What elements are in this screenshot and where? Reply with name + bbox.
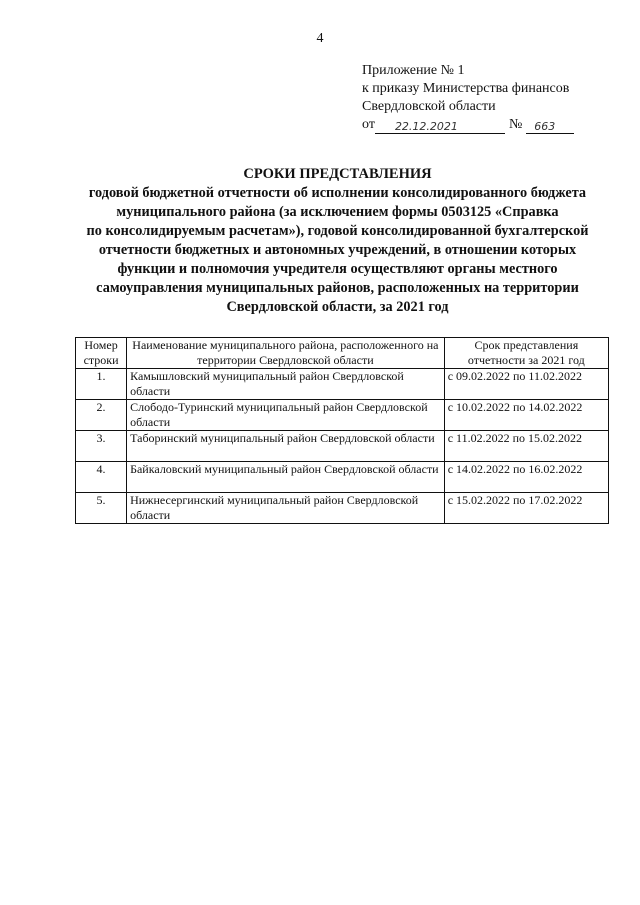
appendix-order-ref: к приказу Министерства финансов	[362, 81, 570, 96]
table-row	[76, 431, 609, 462]
row-num: 1.	[76, 369, 127, 400]
handwritten-date: 22.12.2021	[375, 120, 505, 134]
page-number: 4	[316, 31, 324, 46]
row-num: 5.	[76, 493, 127, 524]
title-line-5: функции и полномочия учредителя осуществляют органы местного	[117, 261, 558, 277]
header-term: Срок представления отчетности за 2021 год	[444, 338, 608, 369]
appendix-region: Свердловской области	[362, 99, 496, 114]
table-row	[76, 462, 609, 493]
document-title	[60, 165, 615, 317]
row-name: Слободо-Туринский муниципальный район Свердловской области	[127, 400, 445, 431]
row-term: с 15.02.2022 по 17.02.2022	[444, 493, 608, 524]
row-name: Камышловский муниципальный район Свердловской области	[127, 369, 445, 400]
appendix-title: Приложение № 1	[362, 63, 465, 78]
table-header-row	[76, 338, 609, 369]
row-term: с 09.02.2022 по 11.02.2022	[444, 369, 608, 400]
table-row	[76, 369, 609, 400]
handwritten-number: 663	[526, 120, 574, 134]
row-name: Таборинский муниципальный район Свердловской области	[127, 431, 445, 462]
title-line-3: по консолидируемым расчетам»), годовой консолидированной бухгалтерской	[86, 223, 589, 239]
row-name: Байкаловский муниципальный район Свердловской области	[127, 462, 445, 493]
row-name: Нижнесергинский муниципальный район Свердловской области	[127, 493, 445, 524]
header-name: Наименование муниципального района, расположенного на территории Свердловской области	[127, 338, 445, 369]
title-line-7: Свердловской области, за 2021 год	[226, 299, 449, 315]
row-term: с 11.02.2022 по 15.02.2022	[444, 431, 608, 462]
appendix-date-number-line	[362, 116, 574, 134]
appendix-block	[362, 62, 574, 134]
row-num: 2.	[76, 400, 127, 431]
title-main: СРОКИ ПРЕДСТАВЛЕНИЯ	[243, 166, 432, 182]
header-num: Номер строки	[76, 338, 127, 369]
row-num: 3.	[76, 431, 127, 462]
number-label: №	[508, 117, 523, 132]
from-label: от	[362, 117, 375, 132]
row-term: с 14.02.2022 по 16.02.2022	[444, 462, 608, 493]
deadlines-table	[75, 337, 609, 524]
row-term: с 10.02.2022 по 14.02.2022	[444, 400, 608, 431]
title-line-6: самоуправления муниципальных районов, расположенных на территории	[96, 280, 579, 296]
title-line-2: муниципального района (за исключением формы 0503125 «Справка	[116, 204, 559, 220]
title-line-4: отчетности бюджетных и автономных учреждений, в отношении которых	[98, 242, 577, 258]
row-num: 4.	[76, 462, 127, 493]
table-row	[76, 493, 609, 524]
title-line-1: годовой бюджетной отчетности об исполнении консолидированного бюджета	[88, 185, 587, 201]
table-row	[76, 400, 609, 431]
